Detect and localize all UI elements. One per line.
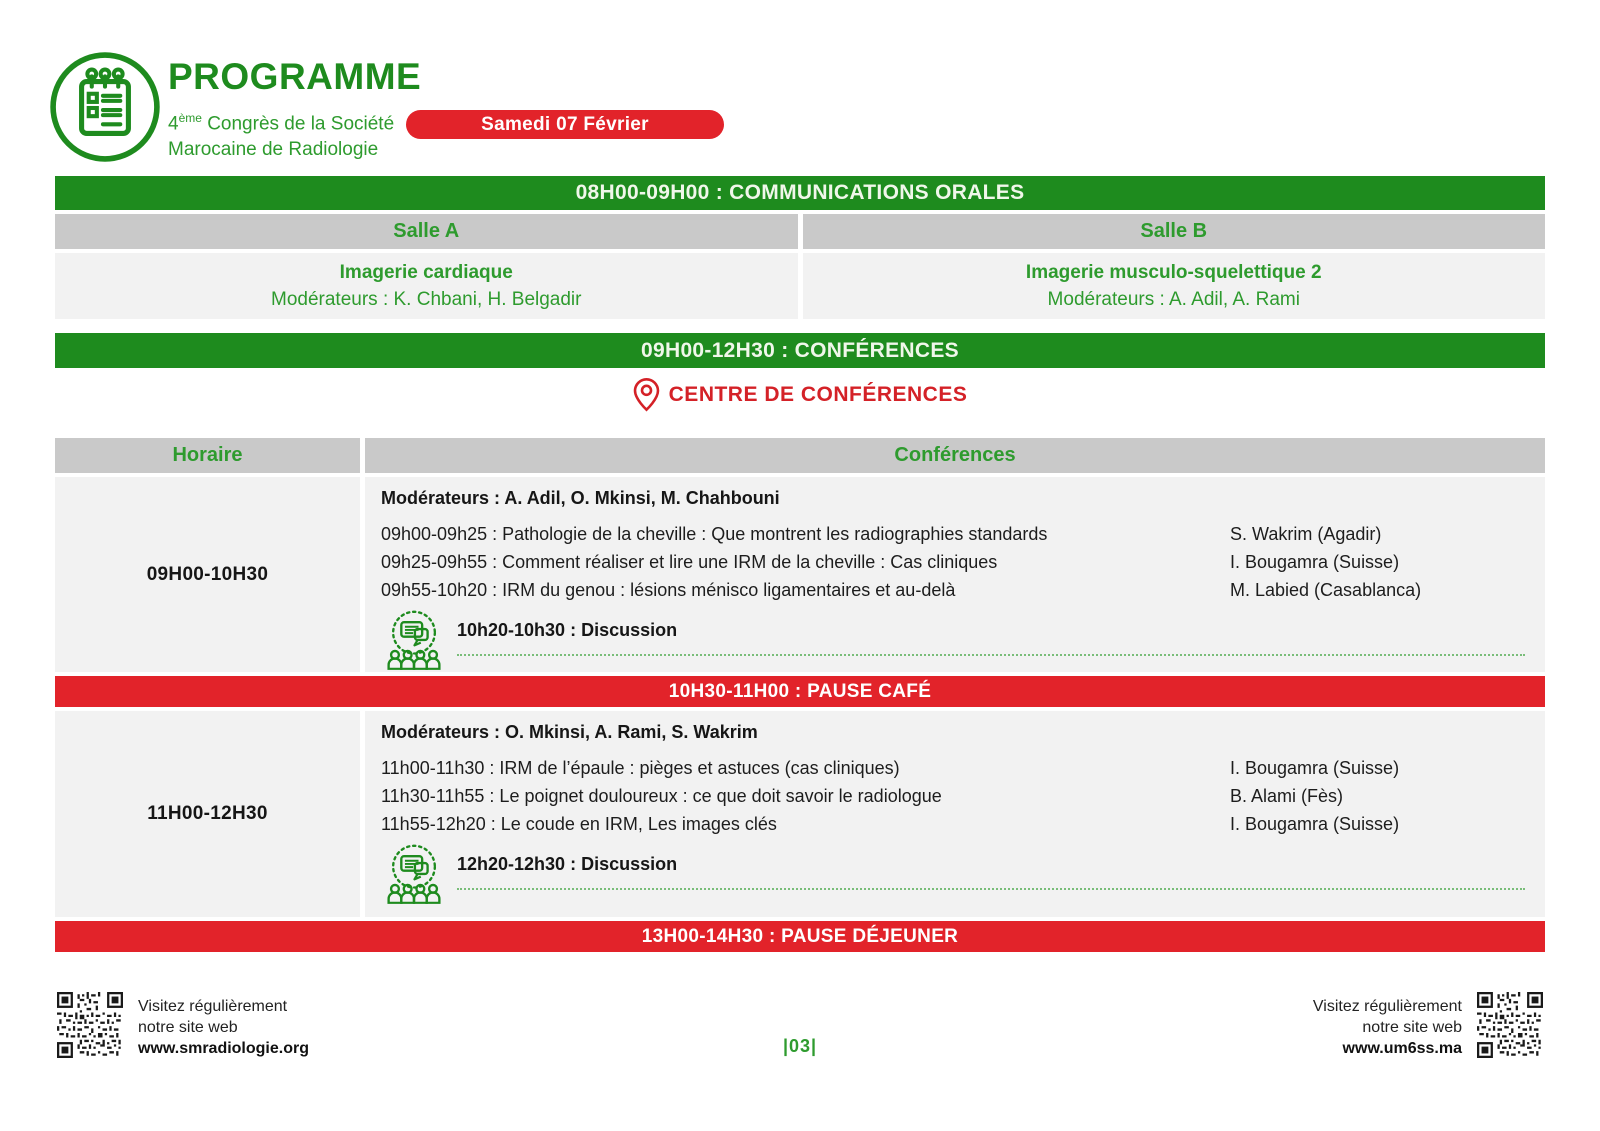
talk-speaker: I. Bougamra (Suisse)	[1230, 758, 1400, 778]
column-header-content: Conférences	[365, 438, 1545, 473]
conference-section-title: 09H00-12H30 : CONFÉRENCES	[55, 333, 1545, 368]
date-badge: Samedi 07 Février	[406, 110, 724, 139]
talk-title: 11h55-12h20 : Le coude en IRM, Les images clés	[381, 814, 777, 834]
room-a-moderators: Modérateurs : K. Chbani, H. Belgadir	[271, 289, 582, 310]
room-b-cell	[803, 253, 1546, 319]
discussion-row	[381, 841, 1525, 905]
talk-title: 11h30-11h55 : Le poignet douloureux : ce que doit savoir le radiologue	[381, 786, 942, 806]
talk-row	[381, 810, 1525, 838]
site-text-left: Visitez régulièrement notre site web www.smradiologie.org	[138, 998, 309, 1057]
session-row-1	[55, 477, 1545, 672]
location-line	[0, 377, 1600, 412]
room-b-moderators: Modérateurs : A. Adil, A. Rami	[1047, 289, 1300, 310]
talk-title: 09h25-09h55 : Comment réaliser et lire une IRM de la cheville : Cas cliniques	[381, 552, 998, 572]
page-number: |03|	[782, 1036, 818, 1056]
map-pin-icon	[633, 377, 660, 412]
congress-subtitle: 4ème Congrès de la Société Marocaine de Radiologie	[168, 111, 395, 161]
room-a-topic: Imagerie cardiaque	[339, 262, 513, 283]
clipboard-program-icon	[48, 50, 162, 164]
talk-speaker: B. Alami (Fès)	[1230, 786, 1344, 806]
discussion-label: 12h20-12h30 : Discussion	[457, 854, 1525, 890]
column-header-time: Horaire	[55, 438, 360, 473]
room-a-cell	[55, 253, 798, 319]
discussion-body	[457, 841, 1525, 890]
discussion-body	[457, 607, 1525, 656]
session-2-content	[365, 711, 1545, 917]
break-lunch: 13H00-14H30 : PAUSE DÉJEUNER	[55, 921, 1545, 952]
site-text-right: Visitez régulièrement notre site web www.um6ss.ma	[1312, 998, 1462, 1057]
session-2-time: 11H00-12H30	[55, 711, 360, 917]
room-a-header: Salle A	[55, 214, 798, 249]
talk-row	[381, 548, 1525, 576]
program-logo	[48, 50, 162, 164]
discussion-row	[381, 607, 1525, 671]
talk-row	[381, 520, 1525, 548]
session-1-time: 09H00-10H30	[55, 477, 360, 672]
discussion-group-icon	[385, 841, 443, 905]
discussion-label: 10h20-10h30 : Discussion	[457, 620, 1525, 656]
talk-row	[381, 576, 1525, 604]
rooms-body-row	[55, 253, 1545, 319]
room-b-topic: Imagerie musculo-squelettique 2	[1025, 262, 1322, 283]
session-1-content	[365, 477, 1545, 672]
site-url-right[interactable]: www.um6ss.ma	[1342, 1040, 1462, 1057]
rooms-header-row	[55, 214, 1545, 249]
talk-speaker: I. Bougamra (Suisse)	[1230, 552, 1400, 572]
talk-title: 11h00-11h30 : IRM de l’épaule : pièges et astuces (cas cliniques)	[381, 758, 900, 778]
location-label: CENTRE DE CONFÉRENCES	[668, 382, 968, 406]
room-b-header: Salle B	[803, 214, 1546, 249]
session-2-moderators: Modérateurs : O. Mkinsi, A. Rami, S. Wakrim	[381, 722, 758, 742]
talk-row	[381, 782, 1525, 810]
talk-speaker: M. Labied (Casablanca)	[1230, 580, 1422, 600]
conference-table-header	[55, 438, 1545, 473]
page-title: PROGRAMME	[168, 56, 422, 97]
talk-row	[381, 754, 1525, 782]
talk-title: 09h55-10h20 : IRM du genou : lésions ménisco ligamentaires et au-delà	[381, 580, 956, 600]
site-url-left[interactable]: www.smradiologie.org	[138, 1040, 309, 1057]
oral-section-title: 08H00-09H00 : COMMUNICATIONS ORALES	[55, 176, 1545, 210]
session-row-2	[55, 711, 1545, 917]
header-title-block	[168, 56, 421, 163]
break-coffee: 10H30-11H00 : PAUSE CAFÉ	[55, 676, 1545, 707]
discussion-group-icon	[385, 607, 443, 671]
talk-speaker: S. Wakrim (Agadir)	[1230, 524, 1382, 544]
talk-title: 09h00-09h25 : Pathologie de la cheville : Que montrent les radiographies standards	[381, 524, 1048, 544]
session-1-moderators: Modérateurs : A. Adil, O. Mkinsi, M. Chahbouni	[381, 488, 780, 508]
talk-speaker: I. Bougamra (Suisse)	[1230, 814, 1400, 834]
